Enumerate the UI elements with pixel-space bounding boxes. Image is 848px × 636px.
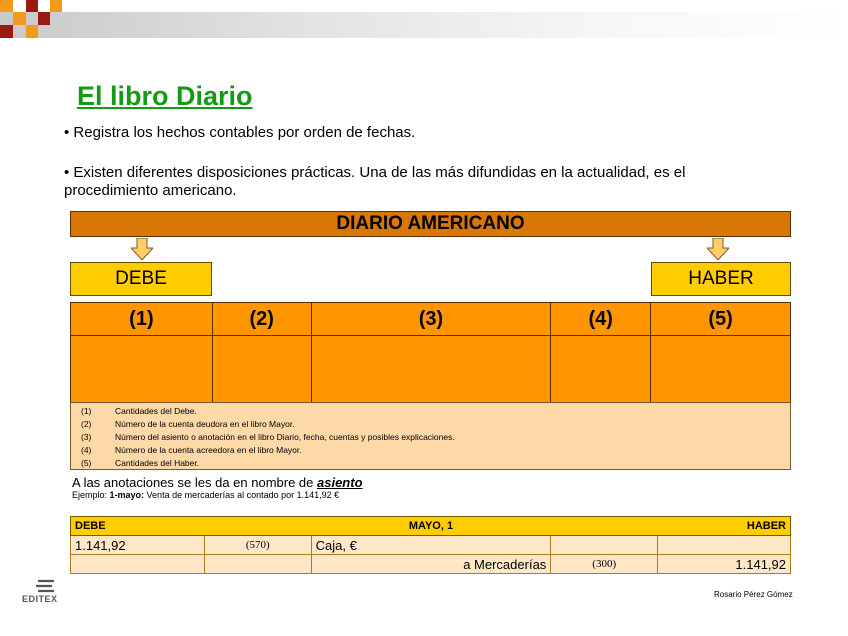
note-row — [71, 418, 790, 431]
diagram-banner: DIARIO AMERICANO — [70, 211, 791, 237]
down-arrow-icon — [131, 238, 153, 260]
grid-cell — [311, 336, 551, 403]
diario-columns-grid — [70, 302, 791, 403]
credit-concept: a Mercaderías — [311, 555, 551, 574]
deco-square — [0, 25, 13, 38]
note-text: Cantidades del Haber. — [115, 458, 200, 468]
haber-amount: 1.141,92 — [658, 555, 791, 574]
asiento-term: asiento — [317, 475, 363, 490]
column-label: (3) — [311, 303, 551, 336]
journal-head-debe: DEBE — [71, 517, 312, 536]
credit-account-number: (300) — [551, 555, 658, 574]
column-label: (1) — [71, 303, 213, 336]
down-arrow-icon — [707, 238, 729, 260]
empty-cell — [204, 555, 311, 574]
note-text: Número de la cuenta deudora en el libro Mayor. — [115, 419, 295, 429]
journal-head-haber: HABER — [551, 517, 791, 536]
note-row — [71, 431, 790, 444]
note-number: (2) — [81, 419, 92, 429]
anotaciones-prefix: A las anotaciones se les da en nombre de — [72, 475, 317, 490]
grid-cell — [212, 336, 311, 403]
slide-title: El libro Diario — [77, 81, 253, 111]
column-notes — [70, 402, 791, 470]
bullet-1: • Registra los hechos contables por orden de fechas. — [64, 124, 416, 141]
note-number: (4) — [81, 445, 92, 455]
note-text: Número de la cuenta acreedora en el libro Mayor. — [115, 445, 302, 455]
note-text: Cantidades del Debe. — [115, 406, 197, 416]
grid-cell — [551, 336, 651, 403]
note-row — [71, 457, 790, 470]
logo-text: EDITEX — [22, 594, 58, 604]
empty-cell — [551, 536, 658, 555]
journal-head-date: MAYO, 1 — [311, 517, 551, 536]
debit-account-number: (570) — [204, 536, 311, 555]
example-date: 1-mayo: — [109, 490, 145, 500]
example-label: Ejemplo: — [72, 490, 110, 500]
empty-cell — [658, 536, 791, 555]
anotaciones-line — [72, 475, 363, 490]
example-text: Venta de mercaderías al contado por 1.141,92 € — [144, 490, 340, 500]
example-line — [72, 490, 339, 500]
empty-cell — [71, 555, 205, 574]
header-gradient-bar — [0, 12, 848, 38]
note-number: (1) — [81, 406, 92, 416]
note-row — [71, 444, 790, 457]
deco-square — [50, 0, 62, 12]
grid-cell — [651, 336, 791, 403]
column-label: (5) — [651, 303, 791, 336]
editex-logo-icon — [34, 578, 58, 594]
column-label: (2) — [212, 303, 311, 336]
deco-square — [38, 12, 50, 25]
deco-square — [0, 0, 13, 12]
note-number: (5) — [81, 458, 92, 468]
column-label: (4) — [551, 303, 651, 336]
note-number: (3) — [81, 432, 92, 442]
bullet-2: • Existen diferentes disposiciones prácticas. Una de las más difundidas en la actualidad, es el procedimiento americano. — [64, 164, 686, 199]
note-row — [71, 405, 790, 418]
journal-entry-table — [70, 516, 791, 574]
footer-author: Rosario Pérez Gómez — [714, 590, 793, 599]
debit-concept: Caja, € — [311, 536, 551, 555]
deco-square — [26, 25, 38, 38]
editex-logo — [22, 578, 72, 604]
haber-box: HABER — [651, 262, 791, 296]
debe-amount: 1.141,92 — [71, 536, 205, 555]
deco-square — [13, 12, 26, 25]
debe-box: DEBE — [70, 262, 212, 296]
note-text: Número del asiento o anotación en el libro Diario, fecha, cuentas y posibles explicaciones. — [115, 432, 455, 442]
grid-cell — [71, 336, 213, 403]
deco-square — [26, 0, 38, 12]
